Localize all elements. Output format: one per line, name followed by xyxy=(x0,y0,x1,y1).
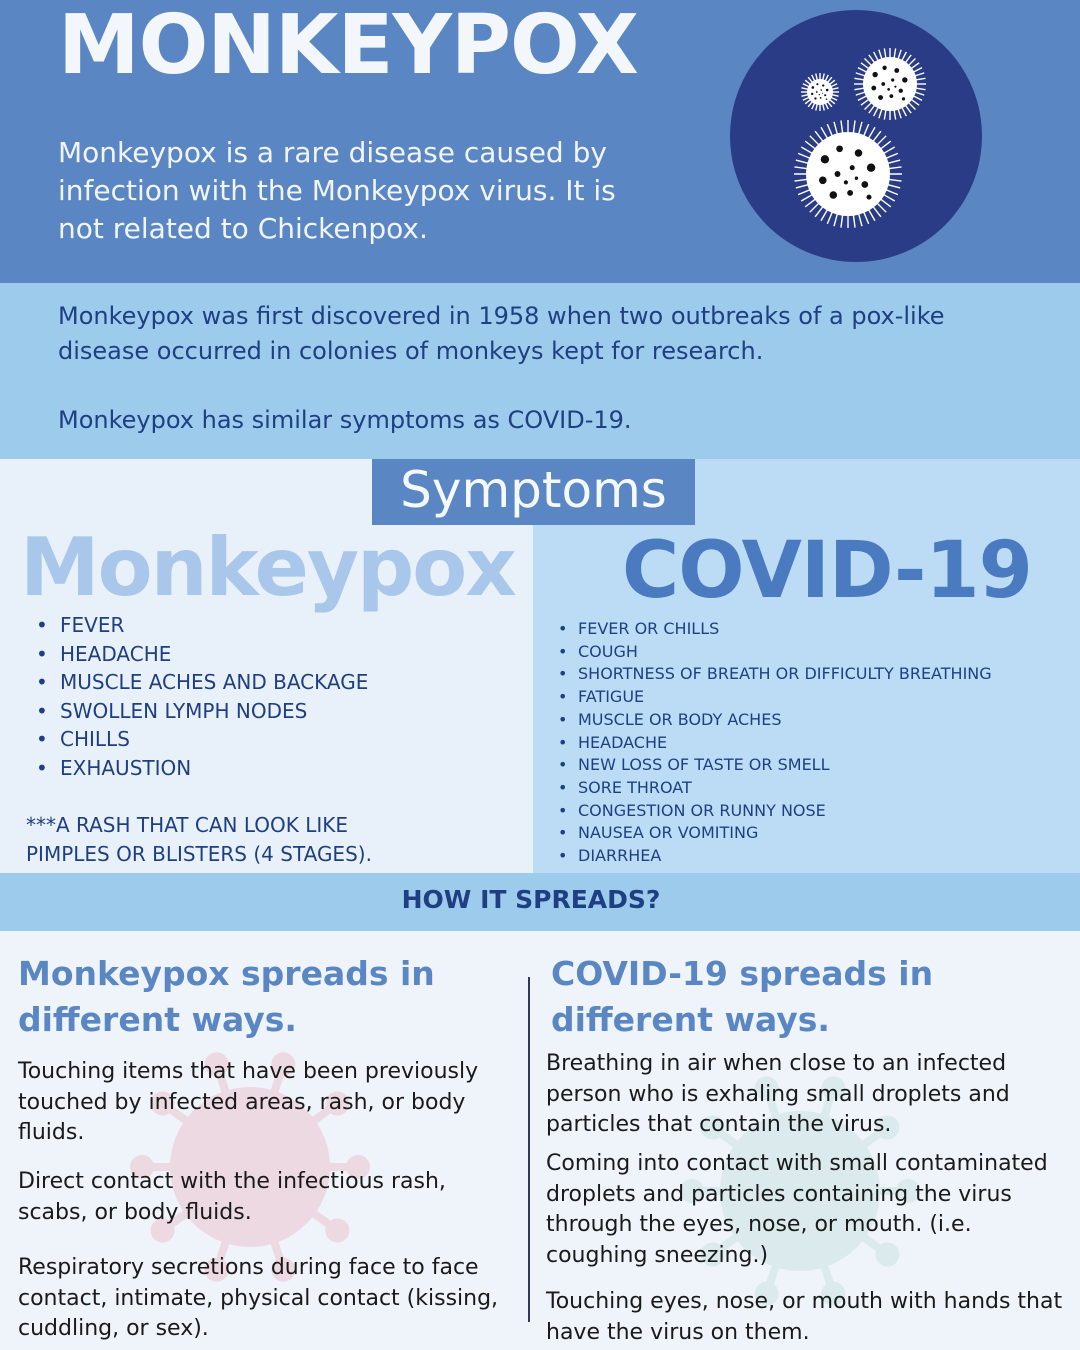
list-item: • HEADACHE xyxy=(36,640,368,669)
monkeypox-spread-item: Respiratory secretions during face to face contact, intimate, physical contact (kissing, cuddling, or sex). xyxy=(18,1255,499,1341)
spreads-band xyxy=(0,873,1080,931)
monkeypox-spread-item: Direct contact with the infectious rash, scabs, or body fluids. xyxy=(18,1169,446,1225)
covid-spread-item: Breathing in air when close to an infected person who is exhaling small droplets and particles that contain the virus. xyxy=(546,1051,1010,1137)
list-item: • MUSCLE ACHES AND BACKAGE xyxy=(36,668,368,697)
covid-spread-heading: COVID-19 spreads in different ways. xyxy=(551,954,934,1039)
history-section xyxy=(0,283,1080,459)
list-item: • DIARRHEA xyxy=(558,845,992,868)
list-item: • HEADACHE xyxy=(558,732,992,755)
list-item: • COUGH xyxy=(558,641,992,664)
rash-note: ***A RASH THAT CAN LOOK LIKE PIMPLES OR BLISTERS (4 STAGES). xyxy=(26,813,372,866)
list-item: • CONGESTION OR RUNNY NOSE xyxy=(558,800,992,823)
list-item: • CHILLS xyxy=(36,725,368,754)
history-paragraph: Monkeypox was first discovered in 1958 when two outbreaks of a pox-like disease occurred in colonies of monkeys kept for research. xyxy=(58,302,945,365)
list-item: • NAUSEA OR VOMITING xyxy=(558,822,992,845)
list-item: • MUSCLE OR BODY ACHES xyxy=(558,709,992,732)
monkeypox-symptom-list xyxy=(36,611,368,782)
covid-heading: COVID-19 xyxy=(622,526,1032,616)
list-item: • NEW LOSS OF TASTE OR SMELL xyxy=(558,754,992,777)
list-item: • EXHAUSTION xyxy=(36,754,368,783)
similarity-paragraph: Monkeypox has similar symptoms as COVID-19. xyxy=(58,406,632,434)
column-divider xyxy=(528,977,530,1322)
monkeypox-heading: Monkeypox xyxy=(20,521,515,614)
monkeypox-spread-item: Touching items that have been previously touched by infected areas, rash, or body fluids. xyxy=(18,1059,479,1145)
list-item: • FEVER xyxy=(36,611,368,640)
main-title: MONKEYPOX xyxy=(58,0,638,93)
header-banner xyxy=(0,0,1080,283)
list-item: • FATIGUE xyxy=(558,686,992,709)
covid-spread-item: Coming into contact with small contaminated droplets and particles containing the virus through the eyes, nose, or mouth. (i.e. coughing sneezing.) xyxy=(546,1151,1048,1268)
symptoms-tag: Symptoms xyxy=(372,459,695,525)
spreads-title: HOW IT SPREADS? xyxy=(401,885,661,914)
spreads-section xyxy=(0,931,1080,1350)
symptoms-section xyxy=(0,459,1080,873)
covid-spread-item: Touching eyes, nose, or mouth with hands that have the virus on them. xyxy=(546,1289,1063,1345)
list-item: • FEVER OR CHILLS xyxy=(558,618,992,641)
virus-cluster-icon xyxy=(728,8,984,264)
list-item: • SHORTNESS OF BREATH OR DIFFICULTY BREATHING xyxy=(558,663,992,686)
list-item: • SWOLLEN LYMPH NODES xyxy=(36,697,368,726)
covid-symptom-list xyxy=(558,618,992,868)
monkeypox-spread-heading: Monkeypox spreads in different ways. xyxy=(18,954,435,1039)
intro-text: Monkeypox is a rare disease caused by infection with the Monkeypox virus. It is not related to Chickenpox. xyxy=(58,136,616,245)
list-item: • SORE THROAT xyxy=(558,777,992,800)
